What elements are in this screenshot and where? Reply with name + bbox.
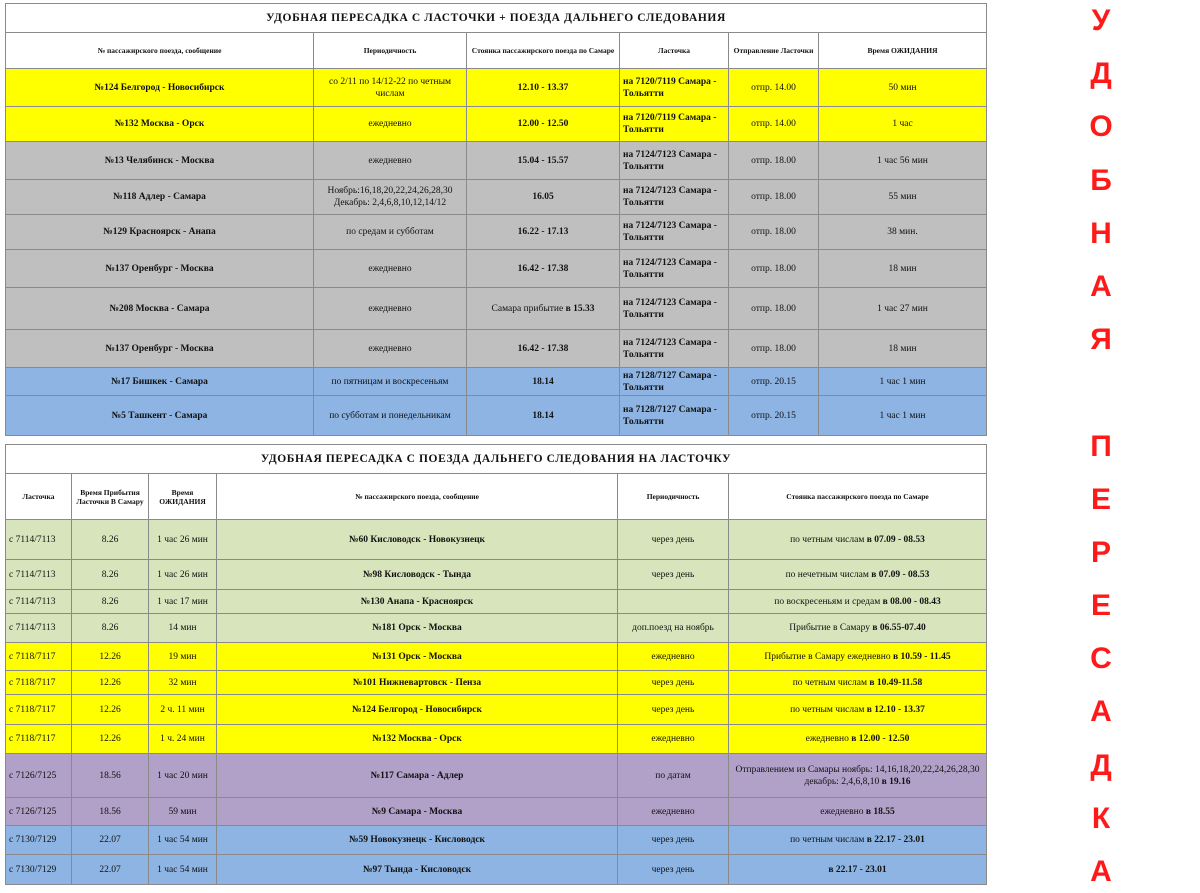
lastochka-cell: с 7118/7117	[6, 643, 72, 671]
table2-header-period: Периодичность	[618, 474, 729, 520]
train-cell: №132 Москва - Орск	[217, 725, 618, 754]
train-cell: №137 Оренбург - Москва	[6, 250, 314, 288]
table-row	[6, 330, 987, 368]
lastochka-cell: с 7118/7117	[6, 725, 72, 754]
stop-cell	[729, 725, 987, 754]
departure-cell: отпр. 20.15	[729, 368, 819, 396]
side-caption-letter: Б	[1090, 163, 1112, 197]
stop-time: в 07.09 - 08.53	[866, 534, 925, 545]
wait-cell: 14 мин	[149, 614, 217, 643]
stop-time: в 22.17 - 23.01	[828, 864, 887, 875]
side-caption	[1078, 4, 1124, 889]
stop-cell	[467, 215, 620, 250]
lastochka-cell: с 7118/7117	[6, 671, 72, 695]
lastochka-cell: с 7126/7125	[6, 798, 72, 826]
side-caption-letter: Н	[1090, 216, 1112, 250]
departure-cell: отпр. 18.00	[729, 180, 819, 215]
table-row	[6, 215, 987, 250]
wait-cell: 1 час 20 мин	[149, 754, 217, 798]
train-cell: №9 Самара - Москва	[217, 798, 618, 826]
arrival-cell: 12.26	[72, 725, 149, 754]
table-row	[6, 754, 987, 798]
table-row	[6, 520, 987, 560]
stop-cell	[729, 643, 987, 671]
stop-prefix: по четным числам	[790, 835, 867, 845]
table-row	[6, 107, 987, 142]
arrival-cell: 12.26	[72, 643, 149, 671]
departure-cell: отпр. 14.00	[729, 69, 819, 107]
table2-header-lastochka: Ласточка	[6, 474, 72, 520]
period-cell: ежедневно	[618, 725, 729, 754]
train-cell: №60 Кисловодск - Новокузнецк	[217, 520, 618, 560]
lastochka-cell: с 7126/7125	[6, 754, 72, 798]
period-cell: ежедневно	[314, 107, 467, 142]
departure-cell: отпр. 14.00	[729, 107, 819, 142]
period-cell: Ноябрь:16,18,20,22,24,26,28,30 Декабрь: 2,4,6,8,10,12,14/12	[314, 180, 467, 215]
period-cell: со 2/11 по 14/12-22 по четным числам	[314, 69, 467, 107]
side-caption-letter: С	[1090, 642, 1112, 676]
stop-prefix: по четным числам	[790, 704, 867, 715]
train-cell: №101 Нижневартовск - Пенза	[217, 671, 618, 695]
departure-cell: отпр. 18.00	[729, 288, 819, 330]
departure-cell: отпр. 18.00	[729, 250, 819, 288]
side-caption-letter: Е	[1090, 589, 1111, 623]
stop-cell	[467, 396, 620, 436]
lastochka-cell: с 7130/7129	[6, 855, 72, 885]
stop-prefix: Самара прибытие	[491, 303, 566, 314]
wait-cell: 1 час 27 мин	[819, 288, 987, 330]
wait-cell: 38 мин.	[819, 215, 987, 250]
lastochka-cell: с 7114/7113	[6, 590, 72, 614]
stop-cell	[729, 671, 987, 695]
table-row	[6, 368, 987, 396]
side-caption-letter: Е	[1090, 482, 1111, 516]
stop-prefix: по воскресеньям и средам	[774, 596, 883, 607]
table1-header-train: № пассажирского поезда, сообщение	[6, 33, 314, 69]
stop-time: 18.14	[532, 376, 554, 387]
table-row	[6, 725, 987, 754]
side-caption-letter: Р	[1090, 535, 1111, 569]
train-cell: №132 Москва - Орск	[6, 107, 314, 142]
table1-header-departure: Отправление Ласточки	[729, 33, 819, 69]
stop-cell	[729, 614, 987, 643]
stop-cell	[729, 590, 987, 614]
wait-cell: 1 час 56 мин	[819, 142, 987, 180]
period-cell: ежедневно	[618, 798, 729, 826]
stop-time: 16.42 - 17.38	[517, 343, 569, 354]
lastochka-cell: с 7114/7113	[6, 520, 72, 560]
stop-cell	[467, 142, 620, 180]
side-caption-letter: Я	[1090, 323, 1112, 357]
wait-cell: 50 мин	[819, 69, 987, 107]
departure-cell: отпр. 20.15	[729, 396, 819, 436]
stop-cell	[467, 330, 620, 368]
table2-header-arrival: Время Прибытия Ласточки В Самару	[72, 474, 149, 520]
lastochka-cell: с 7114/7113	[6, 614, 72, 643]
lastochka-cell: с 7118/7117	[6, 695, 72, 725]
table-row	[6, 798, 987, 826]
table-row	[6, 855, 987, 885]
train-cell: №117 Самара - Адлер	[217, 754, 618, 798]
train-cell: №131 Орск - Москва	[217, 643, 618, 671]
period-cell: ежедневно	[314, 330, 467, 368]
lastochka-cell: на 7124/7123 Самара - Тольятти	[620, 250, 729, 288]
period-cell: через день	[618, 560, 729, 590]
table-row	[6, 590, 987, 614]
train-cell: №98 Кисловодск - Тында	[217, 560, 618, 590]
stop-cell	[729, 754, 987, 798]
arrival-cell: 8.26	[72, 614, 149, 643]
stop-cell	[729, 695, 987, 725]
stop-cell	[467, 288, 620, 330]
table-row	[6, 142, 987, 180]
side-caption-letter: Д	[1090, 748, 1112, 782]
lastochka-cell: на 7124/7123 Самара - Тольятти	[620, 215, 729, 250]
side-caption-letter: Д	[1090, 57, 1112, 91]
stop-time: в 12.10 - 13.37	[866, 704, 925, 715]
stop-prefix: ежедневно	[805, 734, 852, 744]
wait-cell: 1 час 26 мин	[149, 560, 217, 590]
arrival-cell: 8.26	[72, 590, 149, 614]
stop-cell	[467, 368, 620, 396]
wait-cell: 1 час 17 мин	[149, 590, 217, 614]
wait-cell: 55 мин	[819, 180, 987, 215]
period-cell	[618, 590, 729, 614]
stop-cell	[467, 250, 620, 288]
stop-prefix: по четным числам	[790, 534, 867, 545]
arrival-cell: 22.07	[72, 826, 149, 855]
stop-time: в 22.17 - 23.01	[866, 835, 925, 845]
wait-cell: 59 мин	[149, 798, 217, 826]
stop-time: в 10.49-11.58	[869, 677, 923, 688]
stop-time: в 10.59 - 11.45	[892, 651, 951, 662]
wait-cell: 1 час 54 мин	[149, 855, 217, 885]
departure-cell: отпр. 18.00	[729, 142, 819, 180]
period-cell: ежедневно	[314, 250, 467, 288]
lastochka-cell: на 7120/7119 Самара - Тольятти	[620, 107, 729, 142]
stop-time: в 19.16	[881, 776, 911, 787]
lastochka-cell: на 7124/7123 Самара - Тольятти	[620, 180, 729, 215]
table-row	[6, 671, 987, 695]
train-cell: №208 Москва - Самара	[6, 288, 314, 330]
wait-cell: 18 мин	[819, 250, 987, 288]
table1-title: УДОБНАЯ ПЕРЕСАДКА С ЛАСТОЧКИ + ПОЕЗДА ДАЛЬНЕГО СЛЕДОВАНИЯ	[6, 4, 987, 33]
stop-cell	[729, 855, 987, 885]
table-row	[6, 396, 987, 436]
stop-time: в 07.09 - 08.53	[871, 569, 930, 580]
arrival-cell: 18.56	[72, 754, 149, 798]
lastochka-cell: на 7124/7123 Самара - Тольятти	[620, 142, 729, 180]
wait-cell: 19 мин	[149, 643, 217, 671]
train-cell: №13 Челябинск - Москва	[6, 142, 314, 180]
stop-prefix: ежедневно	[820, 806, 866, 817]
lastochka-cell: на 7120/7119 Самара - Тольятти	[620, 69, 729, 107]
stop-cell	[467, 107, 620, 142]
stop-prefix: Прибытие в Самару	[789, 623, 873, 633]
period-cell: через день	[618, 520, 729, 560]
table2-title: УДОБНАЯ ПЕРЕСАДКА С ПОЕЗДА ДАЛЬНЕГО СЛЕДОВАНИЯ НА ЛАСТОЧКУ	[6, 445, 987, 474]
train-cell: №124 Белгород - Новосибирск	[217, 695, 618, 725]
side-caption-letter: У	[1091, 4, 1111, 37]
wait-cell: 32 мин	[149, 671, 217, 695]
stop-time: 16.42 - 17.38	[517, 263, 569, 274]
stop-time: в 06.55-07.40	[872, 623, 926, 633]
arrival-cell: 12.26	[72, 695, 149, 725]
train-cell: №97 Тында - Кисловодск	[217, 855, 618, 885]
stop-time: 16.05	[532, 192, 554, 202]
period-cell: доп.поезд на ноябрь	[618, 614, 729, 643]
period-cell: по средам и субботам	[314, 215, 467, 250]
arrival-cell: 22.07	[72, 855, 149, 885]
table-long-distance-to-lastochka	[5, 444, 987, 885]
table2-header-wait: Время ОЖИДАНИЯ	[149, 474, 217, 520]
table-row	[6, 614, 987, 643]
wait-cell: 1 час 54 мин	[149, 826, 217, 855]
train-cell: №124 Белгород - Новосибирск	[6, 69, 314, 107]
table2-header-train: № пассажирского поезда, сообщение	[217, 474, 618, 520]
table1-header-stop: Стоянка пассажирского поезда по Самаре	[467, 33, 620, 69]
period-cell: по пятницам и воскресеньям	[314, 368, 467, 396]
stop-cell	[729, 798, 987, 826]
table-row	[6, 643, 987, 671]
stop-cell	[467, 69, 620, 107]
table-row	[6, 69, 987, 107]
stop-cell	[467, 180, 620, 215]
side-caption-letter: А	[1090, 855, 1112, 888]
train-cell: №137 Оренбург - Москва	[6, 330, 314, 368]
table1-header-period: Периодичность	[314, 33, 467, 69]
arrival-cell: 12.26	[72, 671, 149, 695]
stop-cell	[729, 826, 987, 855]
table-row	[6, 826, 987, 855]
train-cell: №118 Адлер - Самара	[6, 180, 314, 215]
lastochka-cell: с 7130/7129	[6, 826, 72, 855]
stop-cell	[729, 520, 987, 560]
stop-prefix: по четным числам	[792, 677, 870, 688]
stop-time: в 12.00 - 12.50	[851, 734, 910, 744]
period-cell: по датам	[618, 754, 729, 798]
table-row	[6, 250, 987, 288]
period-cell: ежедневно	[314, 142, 467, 180]
stop-cell	[729, 560, 987, 590]
lastochka-cell: с 7114/7113	[6, 560, 72, 590]
lastochka-cell: на 7128/7127 Самара - Тольятти	[620, 368, 729, 396]
stop-time: в 15.33	[565, 303, 595, 314]
side-caption-letter: О	[1089, 110, 1113, 144]
train-cell: №130 Анапа - Красноярск	[217, 590, 618, 614]
stop-time: в 08.00 - 08.43	[882, 596, 941, 607]
arrival-cell: 8.26	[72, 560, 149, 590]
table-row	[6, 695, 987, 725]
side-caption-letter: А	[1090, 269, 1112, 303]
table-row	[6, 288, 987, 330]
wait-cell: 1 час 1 мин	[819, 368, 987, 396]
stop-time: 18.14	[532, 410, 554, 421]
side-caption-letter: К	[1091, 801, 1111, 835]
departure-cell: отпр. 18.00	[729, 215, 819, 250]
period-cell: ежедневно	[618, 643, 729, 671]
stop-time: 12.10 - 13.37	[517, 82, 569, 93]
period-cell: через день	[618, 695, 729, 725]
table-row	[6, 560, 987, 590]
departure-cell: отпр. 18.00	[729, 330, 819, 368]
period-cell: через день	[618, 671, 729, 695]
stop-time: 15.04 - 15.57	[517, 155, 569, 166]
table1-header-lastochka: Ласточка	[620, 33, 729, 69]
train-cell: №59 Новокузнецк - Кисловодск	[217, 826, 618, 855]
stop-time: 16.22 - 17.13	[517, 227, 569, 237]
wait-cell: 18 мин	[819, 330, 987, 368]
arrival-cell: 8.26	[72, 520, 149, 560]
wait-cell: 2 ч. 11 мин	[149, 695, 217, 725]
lastochka-cell: на 7124/7123 Самара - Тольятти	[620, 288, 729, 330]
table1-header-wait: Время ОЖИДАНИЯ	[819, 33, 987, 69]
side-caption-letter: П	[1090, 429, 1112, 463]
table-row	[6, 180, 987, 215]
table2-header-stop: Стоянка пассажирского поезда по Самаре	[729, 474, 987, 520]
stop-time: 12.00 - 12.50	[517, 119, 569, 129]
period-cell: по субботам и понедельникам	[314, 396, 467, 436]
wait-cell: 1 час 1 мин	[819, 396, 987, 436]
wait-cell: 1 час 26 мин	[149, 520, 217, 560]
stop-prefix: Отправлением из Самары ноябрь: 14,16,18,20,22,24,26,28,30 декабрь: 2,4,6,8,10	[735, 764, 980, 787]
stop-prefix: по нечетным числам	[785, 569, 872, 580]
lastochka-cell: на 7128/7127 Самара - Тольятти	[620, 396, 729, 436]
wait-cell: 1 ч. 24 мин	[149, 725, 217, 754]
side-caption-letter: А	[1090, 695, 1112, 729]
train-cell: №129 Красноярск - Анапа	[6, 215, 314, 250]
stop-prefix: Прибытие в Самару ежедневно	[764, 651, 893, 662]
train-cell: №17 Бишкек - Самара	[6, 368, 314, 396]
wait-cell: 1 час	[819, 107, 987, 142]
period-cell: через день	[618, 826, 729, 855]
stop-time: в 18.55	[865, 806, 895, 817]
table-lastochka-to-long-distance	[5, 3, 987, 436]
period-cell: через день	[618, 855, 729, 885]
period-cell: ежедневно	[314, 288, 467, 330]
arrival-cell: 18.56	[72, 798, 149, 826]
train-cell: №5 Ташкент - Самара	[6, 396, 314, 436]
lastochka-cell: на 7124/7123 Самара - Тольятти	[620, 330, 729, 368]
train-cell: №181 Орск - Москва	[217, 614, 618, 643]
